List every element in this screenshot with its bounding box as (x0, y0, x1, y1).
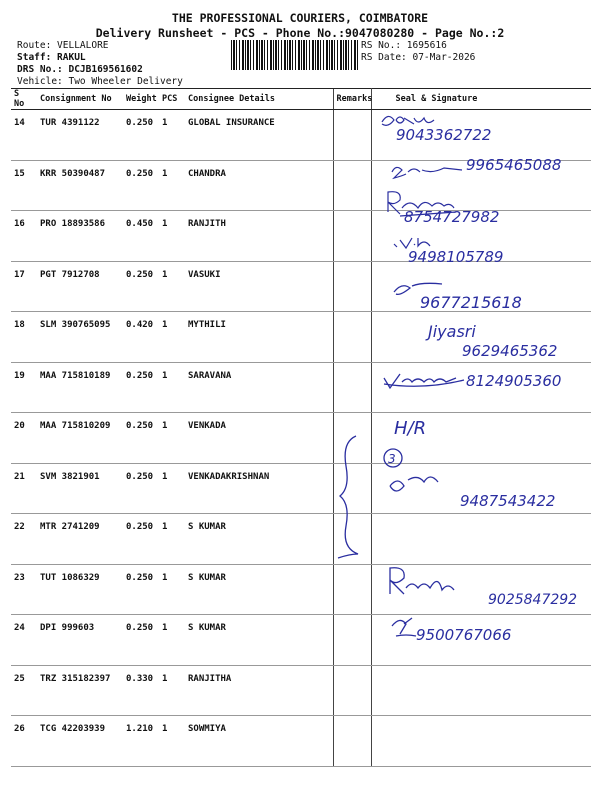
cell-consignee: CHANDRA (185, 160, 333, 211)
cell-consignee: S KUMAR (185, 615, 333, 666)
cell-remarks (333, 514, 371, 565)
cell-signature (371, 211, 591, 262)
cell-remarks (333, 110, 371, 161)
col-signature: Seal & Signature (371, 89, 591, 110)
cell-pcs: 1 (159, 261, 185, 312)
cell-weight: 0.450 (123, 211, 159, 262)
drs-number: DRS No.: DCJB169561602 (17, 64, 143, 75)
cell-consignee: RANJITH (185, 211, 333, 262)
cell-signature (371, 110, 591, 161)
cell-consignee: RANJITHA (185, 665, 333, 716)
cell-consignment: MAA 715810209 (37, 413, 123, 464)
table-row (11, 312, 591, 363)
cell-consignment: PRO 18893586 (37, 211, 123, 262)
table-row (11, 160, 591, 211)
cell-sno: 15 (11, 160, 37, 211)
table-row (11, 564, 591, 615)
cell-consignee: GLOBAL INSURANCE (185, 110, 333, 161)
cell-consignment: TUR 4391122 (37, 110, 123, 161)
cell-weight: 0.250 (123, 514, 159, 565)
cell-signature (371, 615, 591, 666)
cell-pcs: 1 (159, 564, 185, 615)
table-row (11, 362, 591, 413)
cell-pcs: 1 (159, 716, 185, 767)
cell-remarks (333, 261, 371, 312)
runsheet-subtitle: Delivery Runsheet - PCS - Phone No.:9047080280 - Page No.:2 (95, 26, 505, 40)
cell-sno: 26 (11, 716, 37, 767)
cell-weight: 0.330 (123, 665, 159, 716)
handwritten-phone: 9629465362 (462, 342, 558, 360)
col-consignee: Consignee Details (185, 89, 333, 110)
delivery-table (11, 88, 591, 767)
cell-consignment: TRZ 315182397 (37, 665, 123, 716)
cell-signature (371, 160, 591, 211)
cell-consignee: S KUMAR (185, 514, 333, 565)
cell-remarks (333, 211, 371, 262)
cell-sno: 19 (11, 362, 37, 413)
table-header-row (11, 89, 591, 110)
cell-pcs: 1 (159, 211, 185, 262)
cell-consignment: TCG 42203939 (37, 716, 123, 767)
cell-consignee: SARAVANA (185, 362, 333, 413)
cell-consignment: TUT 1086329 (37, 564, 123, 615)
cell-consignment: DPI 999603 (37, 615, 123, 666)
cell-pcs: 1 (159, 665, 185, 716)
cell-consignee: S KUMAR (185, 564, 333, 615)
handwritten-phone: 9965465088 (466, 156, 562, 174)
table-row (11, 514, 591, 565)
cell-sno: 22 (11, 514, 37, 565)
cell-weight: 0.250 (123, 413, 159, 464)
col-pcs: PCS (159, 89, 185, 110)
cell-signature (371, 665, 591, 716)
handwritten-name: Jiyasri (428, 322, 476, 341)
cell-weight: 1.210 (123, 716, 159, 767)
cell-consignee: VASUKI (185, 261, 333, 312)
cell-sno: 20 (11, 413, 37, 464)
cell-consignment: SVM 3821901 (37, 463, 123, 514)
cell-sno: 24 (11, 615, 37, 666)
cell-pcs: 1 (159, 362, 185, 413)
cell-signature (371, 463, 591, 514)
cell-remarks (333, 312, 371, 363)
cell-sno: 16 (11, 211, 37, 262)
cell-remarks (333, 615, 371, 666)
handwritten-phone: 9043362722 (396, 126, 492, 144)
cell-consignee: SOWMIYA (185, 716, 333, 767)
handwritten-phone: 9677215618 (420, 293, 522, 312)
cell-remarks (333, 160, 371, 211)
cell-consignee: VENKADAKRISHNAN (185, 463, 333, 514)
table-row (11, 463, 591, 514)
cell-weight: 0.250 (123, 564, 159, 615)
handwritten-phone: 8124905360 (466, 372, 562, 390)
cell-weight: 0.420 (123, 312, 159, 363)
rs-date: RS Date: 07-Mar-2026 (361, 52, 476, 63)
cell-signature (371, 514, 591, 565)
route-label: Route: VELLALORE (17, 40, 109, 51)
cell-sno: 21 (11, 463, 37, 514)
cell-consignment: PGT 7912708 (37, 261, 123, 312)
col-remarks: Remarks (333, 89, 371, 110)
cell-sno: 17 (11, 261, 37, 312)
col-sno: S No (11, 89, 37, 110)
col-consignment: Consignment No (37, 89, 123, 110)
staff-label: Staff: RAKUL (17, 52, 86, 63)
barcode (231, 40, 359, 70)
cell-signature (371, 564, 591, 615)
cell-remarks (333, 564, 371, 615)
vehicle-label: Vehicle: Two Wheeler Delivery (17, 76, 183, 87)
cell-consignee: VENKADA (185, 413, 333, 464)
cell-signature (371, 362, 591, 413)
cell-remarks (333, 362, 371, 413)
cell-sno: 23 (11, 564, 37, 615)
cell-consignment: MTR 2741209 (37, 514, 123, 565)
cell-remarks (333, 463, 371, 514)
cell-pcs: 1 (159, 312, 185, 363)
table-row (11, 110, 591, 161)
cell-weight: 0.250 (123, 463, 159, 514)
cell-weight: 0.250 (123, 615, 159, 666)
cell-sno: 14 (11, 110, 37, 161)
cell-remarks (333, 413, 371, 464)
cell-weight: 0.250 (123, 110, 159, 161)
handwritten-phone: 8754727982 (404, 208, 500, 226)
rs-number: RS No.: 1695616 (361, 40, 447, 51)
table-row (11, 716, 591, 767)
handwritten-mark: H/R (394, 418, 427, 439)
circled-count-number: 3 (388, 452, 396, 466)
handwritten-phone: 9500767066 (416, 626, 512, 644)
cell-weight: 0.250 (123, 362, 159, 413)
col-weight: Weight (123, 89, 159, 110)
cell-pcs: 1 (159, 615, 185, 666)
table-row (11, 413, 591, 464)
table-row (11, 665, 591, 716)
cell-pcs: 1 (159, 160, 185, 211)
cell-weight: 0.250 (123, 261, 159, 312)
cell-pcs: 1 (159, 514, 185, 565)
table-row (11, 615, 591, 666)
cell-consignee: MYTHILI (185, 312, 333, 363)
cell-sno: 18 (11, 312, 37, 363)
cell-pcs: 1 (159, 413, 185, 464)
handwritten-phone: 9487543422 (460, 492, 556, 510)
cell-consignment: MAA 715810189 (37, 362, 123, 413)
table-row (11, 211, 591, 262)
cell-pcs: 1 (159, 463, 185, 514)
cell-remarks (333, 716, 371, 767)
table-row (11, 261, 591, 312)
cell-signature (371, 716, 591, 767)
handwritten-phone: 9025847292 (488, 592, 578, 608)
cell-signature (371, 261, 591, 312)
cell-signature (371, 312, 591, 363)
cell-remarks (333, 665, 371, 716)
cell-signature (371, 413, 591, 464)
cell-sno: 25 (11, 665, 37, 716)
cell-weight: 0.250 (123, 160, 159, 211)
company-title: THE PROFESSIONAL COURIERS, COIMBATORE (171, 11, 429, 25)
cell-consignment: SLM 390765095 (37, 312, 123, 363)
handwritten-phone: 9498105789 (408, 248, 504, 266)
cell-consignment: KRR 50390487 (37, 160, 123, 211)
cell-pcs: 1 (159, 110, 185, 161)
